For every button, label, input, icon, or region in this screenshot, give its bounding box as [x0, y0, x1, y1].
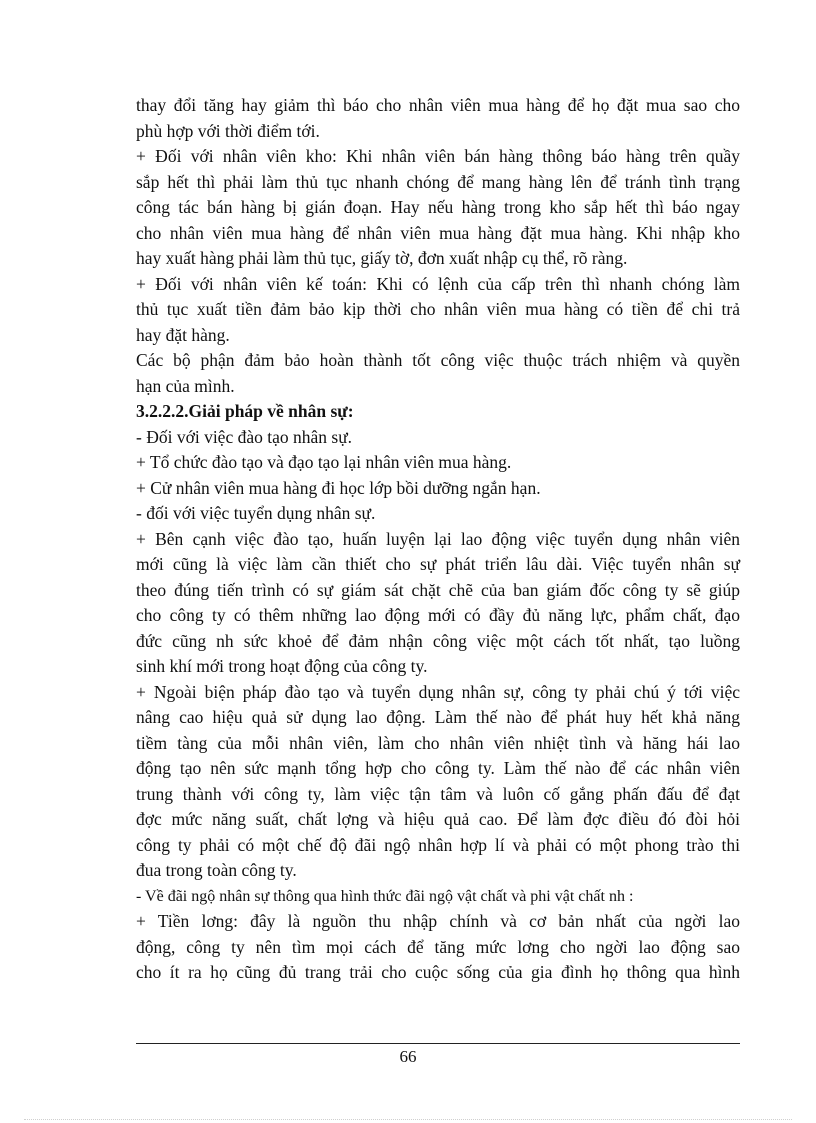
- text-line: thay đổi tăng hay giảm thì báo cho nhân viên mua hàng để họ đặt mua sao cho: [136, 95, 740, 115]
- text-line: đua trong toàn công ty.: [136, 860, 297, 880]
- text-line: + Tiền lơng: đây là nguồn thu nhập chính và cơ bản nhất của ngời lao: [136, 911, 740, 931]
- text-line: + Bên cạnh việc đào tạo, huấn luyện lại lao động việc tuyển dụng nhân viên: [136, 528, 740, 549]
- text-line: động, công ty nên tìm mọi cách để tăng mức lơng cho ngời lao động sao: [136, 936, 740, 957]
- text-line: + Cử nhân viên mua hàng đi học lớp bồi dưỡng ngắn hạn.: [136, 477, 541, 498]
- text-line: - Về đãi ngộ nhân sự thông qua hình thức đãi ngộ vật chất và phi vật chất nh :: [136, 887, 634, 905]
- text-line: thủ tục xuất tiền đảm bảo kịp thời cho nhân viên mua hàng có tiền để chi trả: [136, 299, 740, 319]
- text-line: cho nhân viên mua hàng để nhân viên mua hàng đặt mua hàng. Khi nhập kho: [136, 222, 740, 243]
- text-line: công ty phải có một chế độ đãi ngộ nhân hợp lí và phải có một phong trào thi: [136, 834, 740, 855]
- text-line: cho ít ra họ cũng đủ trang trải cho cuộc sống của gia đình họ thông qua hình: [136, 962, 740, 982]
- text-line: động tạo nên sức mạnh tổng hợp cho công ty. Làm thế nào để các nhân viên: [136, 758, 740, 778]
- text-line: + Đối với nhân viên kho: Khi nhân viên bán hàng thông báo hàng trên quầy: [136, 146, 740, 166]
- footer-divider: [136, 1043, 740, 1044]
- text-line: nâng cao hiệu quả sử dụng lao động. Làm thế nào để phát huy hết khả năng: [136, 707, 740, 727]
- text-line: sinh khí mới trong hoạt động của công ty.: [136, 656, 428, 676]
- text-line: phù hợp với thời điểm tới.: [136, 120, 320, 141]
- text-line: công tác bán hàng bị gián đoạn. Hay nếu hàng trong kho sắp hết thì báo ngay: [136, 197, 740, 217]
- text-line: sắp hết thì phải làm thủ tục nhanh chóng để mang hàng lên để tránh tình trạng: [136, 171, 740, 192]
- page-number: 66: [399, 1047, 417, 1066]
- text-line: cho công ty có thêm những lao động mới có đầy đủ năng lực, phẩm chất, đạo: [136, 605, 740, 625]
- text-line: hay xuất hàng phải làm thủ tục, giấy tờ, đơn xuất nhập cụ thể, rõ ràng.: [136, 248, 628, 268]
- text-line: mới cũng là việc làm cần thiết cho sự phát triển lâu dài. Việc tuyển nhân sự: [136, 554, 740, 574]
- text-line: + Ngoài biện pháp đào tạo và tuyển dụng nhân sự, công ty phải chú ý tới việc: [136, 681, 740, 702]
- text-line: theo đúng tiến trình có sự giám sát chặt chẽ của ban giám đốc công ty sẽ giúp: [136, 579, 740, 600]
- section-heading: 3.2.2.2.Giải pháp về nhân sự:: [136, 401, 354, 421]
- text-line: tiềm tàng của mỗi nhân viên, làm cho nhân viên nhiệt tình và hăng hái lao: [136, 732, 740, 753]
- page-body: [136, 93, 740, 986]
- text-line: + Đối với nhân viên kế toán: Khi có lệnh của cấp trên thì nhanh chóng làm: [136, 273, 740, 294]
- text-line: hạn của mình.: [136, 375, 235, 396]
- text-line: đức cũng nh sức khoẻ để đảm nhận công việc một cách tốt nhất, tạo luồng: [136, 630, 740, 651]
- text-line: + Tổ chức đào tạo và đạo tạo lại nhân viên mua hàng.: [136, 452, 512, 472]
- page-edge-divider: [24, 1119, 792, 1120]
- text-line: - Đối với việc đào tạo nhân sự.: [136, 426, 353, 447]
- text-line: - đối với việc tuyển dụng nhân sự.: [136, 503, 376, 523]
- text-line: đợc mức năng suất, chất lợng và hiệu quả cao. Để làm đợc điều đó đòi hỏi: [136, 809, 740, 829]
- text-line: Các bộ phận đảm bảo hoàn thành tốt công việc thuộc trách nhiệm và quyền: [136, 350, 740, 370]
- text-line: hay đặt hàng.: [136, 324, 230, 345]
- text-line: trung thành với công ty, làm việc tận tâm và luôn cố gắng phấn đấu để đạt: [136, 783, 740, 804]
